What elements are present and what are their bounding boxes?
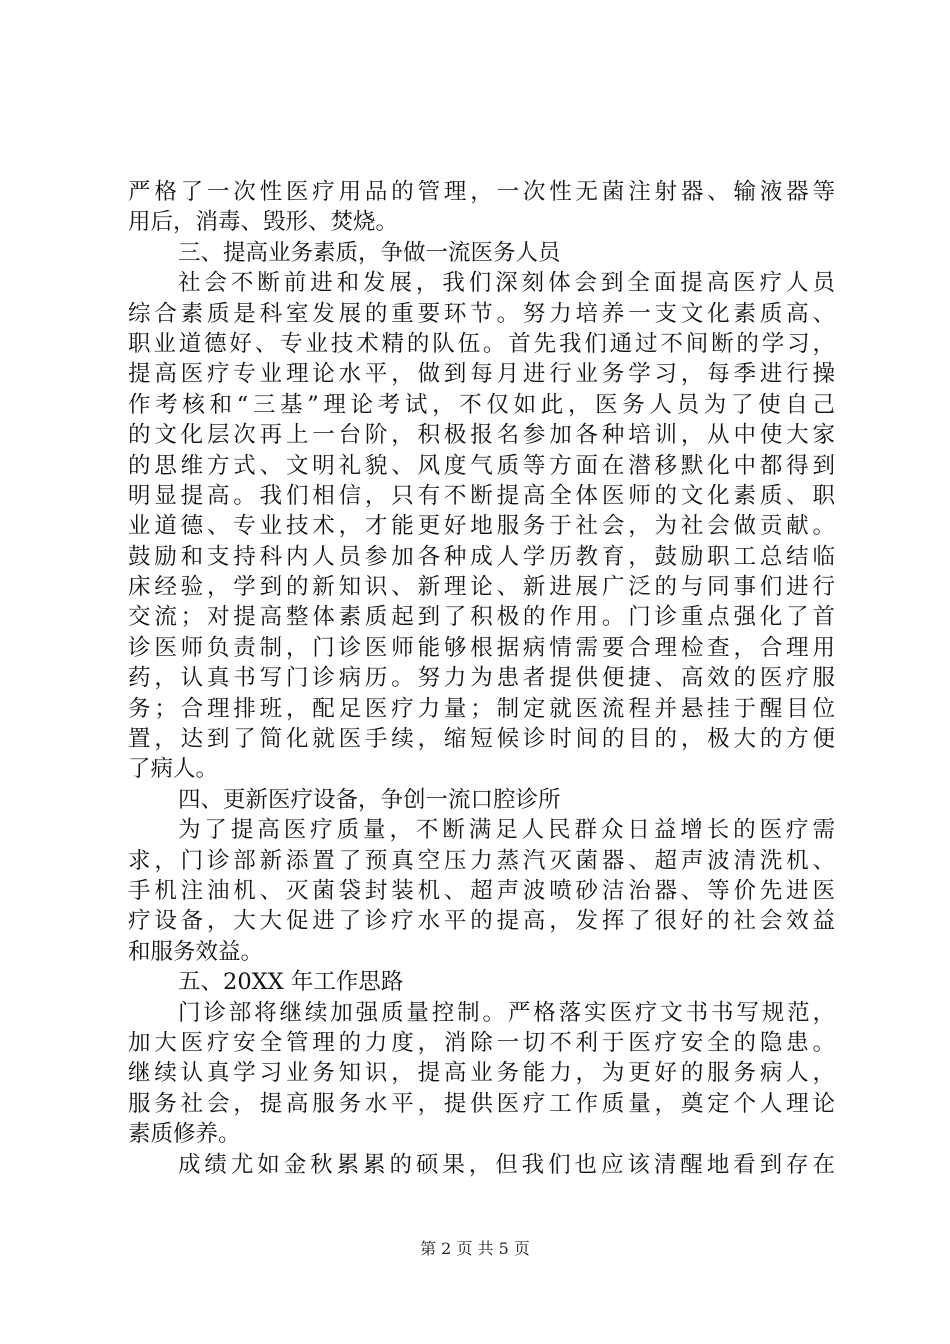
text-line: 床经验，学到的新知识、新理论、新进展广泛的与同事们进行	[128, 574, 835, 601]
text-line: 手机注油机、灭菌袋封装机、超声波喷砂洁治器、等价先进医	[128, 877, 835, 904]
paragraph-first-line: 社会不断前进和发展，我们深刻体会到全面提高医疗人员	[178, 270, 835, 297]
text-line: 用后，消毒、毁形、焚烧。	[128, 209, 399, 236]
text-line: 服务社会，提高服务水平，提供医疗工作质量，奠定个人理论	[128, 1090, 835, 1117]
text-line: 求，门诊部新添置了预真空压力蒸汽灭菌器、超声波清洗机、	[128, 847, 835, 874]
page-footer: 第 2 页 共 5 页	[420, 1239, 530, 1258]
text-line: 诊医师负责制，门诊医师能够根据病情需要合理检查，合理用	[128, 634, 835, 661]
text-line: 业道德、专业技术，才能更好地服务于社会，为社会做贡献。	[128, 513, 835, 540]
text-line: 提高医疗专业理论水平，做到每月进行业务学习，每季进行操	[128, 361, 835, 388]
text-line: 交流；对提高整体素质起到了积极的作用。门诊重点强化了首	[128, 604, 835, 631]
text-line: 鼓励和支持科内人员参加各种成人学历教育，鼓励职工总结临	[128, 543, 835, 570]
text-line: 和服务效益。	[128, 938, 264, 965]
paragraph-first-line: 成绩尤如金秋累累的硕果，但我们也应该清醒地看到存在	[178, 1151, 835, 1178]
paragraph-first-line: 门诊部将继续加强质量控制。严格落实医疗文书书写规范，	[178, 999, 835, 1026]
paragraph-first-line: 五、20XX 年工作思路	[178, 969, 404, 996]
text-line: 职业道德好、专业技术精的队伍。首先我们通过不间断的学习，	[128, 330, 835, 357]
text-line: 务；合理排班，配足医疗力量；制定就医流程并悬挂于醒目位	[128, 695, 835, 722]
text-line: 疗设备，大大促进了诊疗水平的提高，发挥了很好的社会效益	[128, 908, 835, 935]
text-line: 素质修养。	[128, 1121, 241, 1148]
text-line: 作考核和“三基”理论考试，不仅如此，医务人员为了使自己	[128, 391, 835, 418]
text-line: 继续认真学习业务知识，提高业务能力，为更好的服务病人，	[128, 1060, 835, 1087]
text-line: 的思维方式、文明礼貌、风度气质等方面在潜移默化中都得到	[128, 452, 835, 479]
text-line: 综合素质是科室发展的重要环节。努力培养一支文化素质高、	[128, 300, 835, 327]
text-line: 药，认真书写门诊病历。努力为患者提供便捷、高效的医疗服	[128, 665, 835, 692]
text-line: 置，达到了简化就医手续，缩短候诊时间的目的，极大的方便	[128, 726, 835, 753]
text-line: 明显提高。我们相信，只有不断提高全体医师的文化素质、职	[128, 482, 835, 509]
text-line: 了病人。	[128, 756, 219, 783]
text-line: 加大医疗安全管理的力度，消除一切不利于医疗安全的隐患。	[128, 1029, 835, 1056]
paragraph-first-line: 四、更新医疗设备，争创一流口腔诊所	[178, 786, 561, 813]
paragraph-first-line: 三、提高业务素质，争做一流医务人员	[178, 239, 561, 266]
text-line: 严格了一次性医疗用品的管理，一次性无菌注射器、输液器等	[128, 179, 835, 205]
text-line: 的文化层次再上一台阶，积极报名参加各种培训，从中使大家	[128, 422, 835, 449]
paragraph-first-line: 为了提高医疗质量，不断满足人民群众日益增长的医疗需	[178, 817, 835, 844]
document-body	[128, 177, 835, 1180]
